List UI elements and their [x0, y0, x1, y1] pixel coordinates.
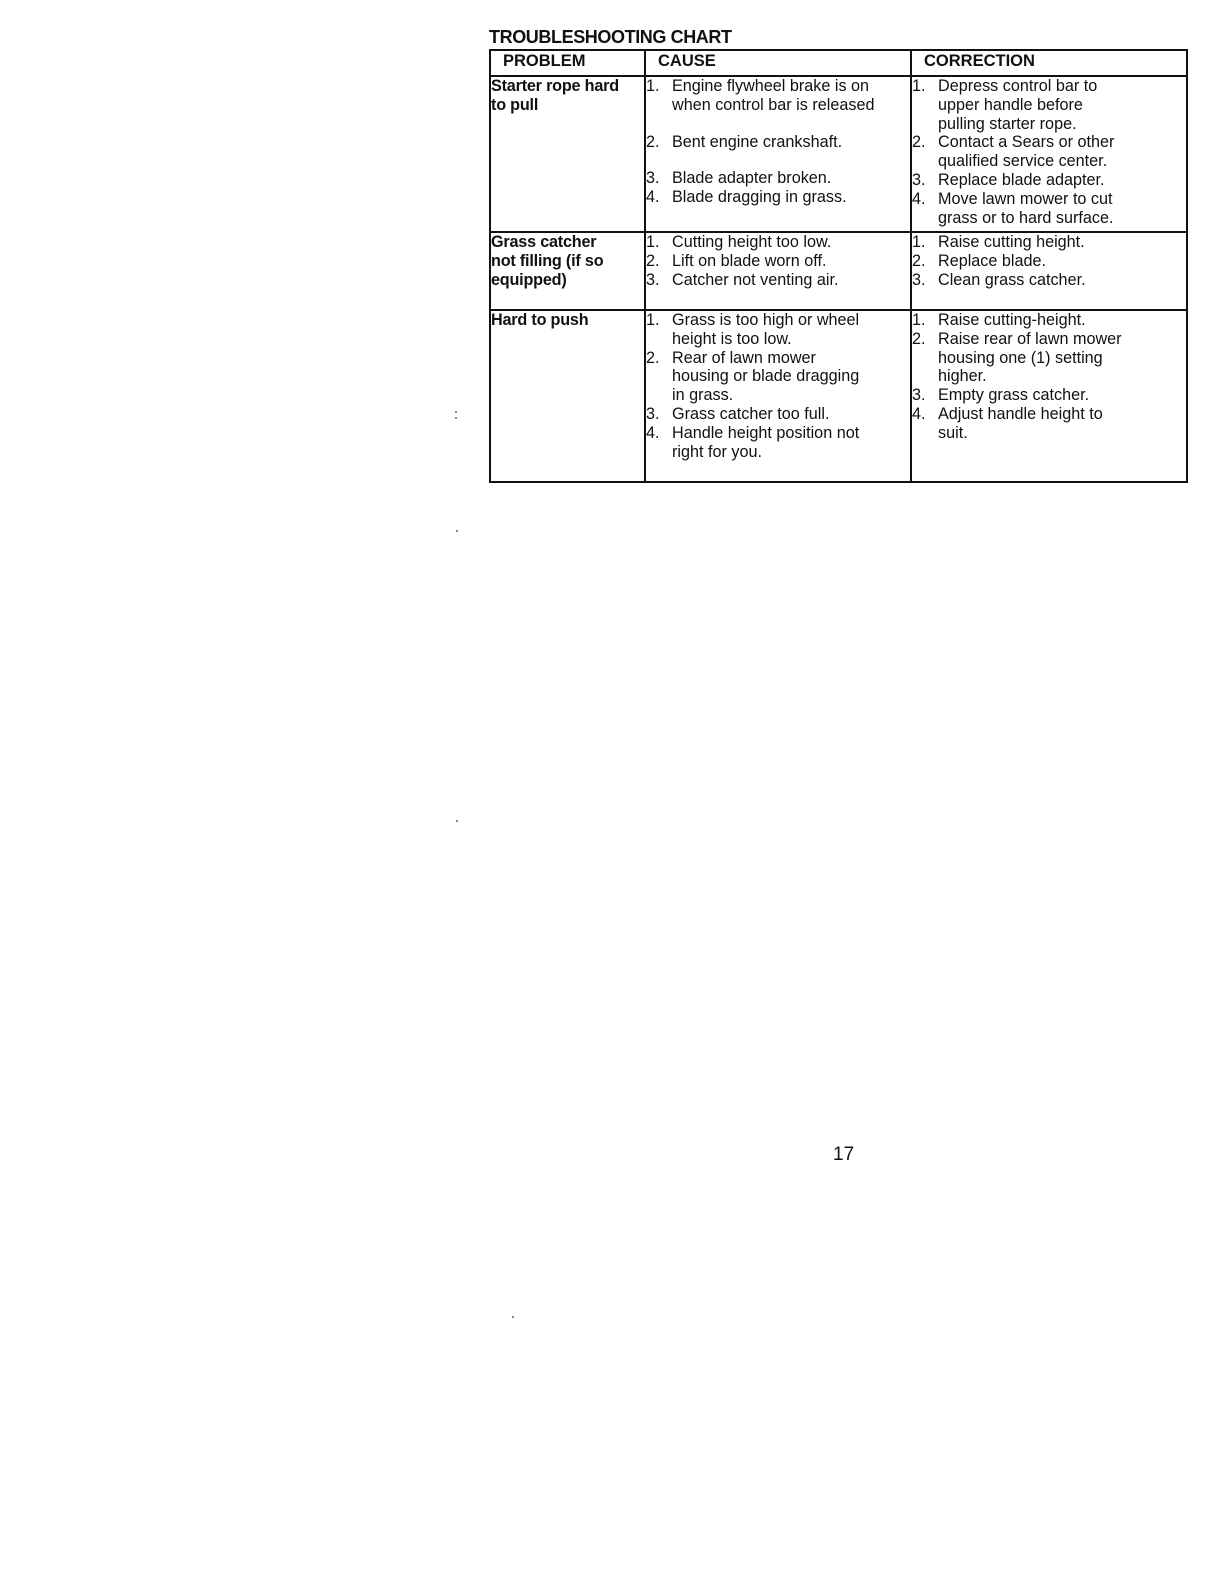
item-number: 4. [912, 189, 926, 208]
item-line: in grass. [672, 386, 734, 405]
cause-item [646, 169, 910, 188]
item-text [672, 169, 910, 188]
item-line: Blade dragging in grass. [672, 188, 847, 207]
problem-cell [490, 76, 645, 232]
scan-speck [455, 417, 457, 419]
troubleshooting-table [489, 49, 1188, 483]
item-line: Handle height position not [672, 423, 860, 442]
item-text [938, 252, 1186, 271]
item-text [938, 311, 1186, 330]
item-text [672, 349, 910, 405]
item-number: 2. [646, 251, 660, 270]
item-line: Depress control bar to [938, 77, 1098, 95]
item-text [938, 386, 1186, 405]
item-line: Raise cutting-height. [938, 311, 1086, 329]
header-correction: CORRECTION [911, 50, 1187, 76]
table-row [490, 76, 1187, 232]
item-number: 1. [912, 77, 926, 95]
correction-item [912, 405, 1186, 443]
item-line: Empty grass catcher. [938, 386, 1090, 405]
item-number: 2. [646, 132, 660, 151]
problem-line: to pull [491, 95, 539, 114]
item-line: Replace blade adapter. [938, 170, 1105, 189]
item-number: 1. [646, 233, 660, 251]
item-line: Bent engine crankshaft. [672, 132, 843, 151]
scan-speck [456, 530, 458, 532]
item-text [672, 311, 910, 349]
correction-item [912, 77, 1186, 133]
cause-cell [645, 310, 911, 482]
problem-line: equipped) [491, 270, 567, 289]
problem-line: Starter rope hard [491, 77, 619, 95]
cause-item [646, 349, 910, 405]
item-text [938, 190, 1186, 228]
item-text [938, 271, 1186, 290]
cause-item [646, 405, 910, 424]
item-text [938, 330, 1186, 386]
item-line: Grass catcher too full. [672, 404, 830, 423]
cause-cell [645, 76, 911, 232]
item-number: 2. [912, 329, 926, 348]
item-number: 1. [646, 311, 660, 329]
header-cause: CAUSE [645, 50, 911, 76]
item-line: right for you. [672, 442, 762, 461]
item-line: upper handle before [938, 95, 1083, 114]
correction-cell [911, 76, 1187, 232]
item-line: higher. [938, 367, 987, 386]
cause-item [646, 311, 910, 349]
item-text [938, 133, 1186, 171]
item-line: Blade adapter broken. [672, 169, 832, 188]
item-line: Replace blade. [938, 251, 1046, 270]
item-line: Move lawn mower to cut [938, 189, 1113, 208]
item-line: Cutting height too low. [672, 233, 832, 251]
item-number: 2. [646, 348, 660, 367]
item-number: 2. [912, 251, 926, 270]
item-number: 3. [646, 404, 660, 423]
item-text [672, 424, 910, 462]
item-line: Raise rear of lawn mower [938, 329, 1122, 348]
table-body [490, 76, 1187, 482]
item-line: Grass is too high or wheel [672, 311, 860, 329]
item-number: 4. [646, 423, 660, 442]
correction-item [912, 311, 1186, 330]
item-number: 1. [646, 77, 660, 95]
item-text [672, 252, 910, 271]
table-header-row [490, 50, 1187, 76]
item-line: when control bar is released [672, 95, 875, 114]
item-line: Rear of lawn mower [672, 348, 816, 367]
item-number: 1. [912, 311, 926, 329]
correction-cell [911, 310, 1187, 482]
item-line: pulling starter rope. [938, 114, 1077, 133]
cause-item [646, 188, 910, 207]
scan-speck [456, 820, 458, 822]
scan-speck [455, 411, 457, 413]
item-line: Clean grass catcher. [938, 270, 1086, 289]
item-line: Catcher not venting air. [672, 270, 839, 289]
item-text [938, 405, 1186, 443]
chart-title: TROUBLESHOOTING CHART [489, 27, 732, 47]
table-row [490, 232, 1187, 310]
page-number: 17 [833, 1144, 855, 1165]
cause-item [646, 271, 910, 290]
problem-line: Grass catcher [491, 233, 597, 251]
cause-item [646, 233, 910, 252]
cause-item [646, 252, 910, 271]
cause-item [646, 77, 910, 115]
item-number: 3. [912, 170, 926, 189]
item-line: qualified service center. [938, 152, 1108, 171]
correction-item [912, 386, 1186, 405]
scan-speck [512, 1316, 514, 1318]
cause-item [646, 133, 910, 152]
item-text [938, 233, 1186, 252]
cause-item [646, 424, 910, 462]
item-line: Raise cutting height. [938, 233, 1085, 251]
correction-item [912, 171, 1186, 190]
item-line: Engine flywheel brake is on [672, 77, 870, 95]
item-number: 1. [912, 233, 926, 251]
correction-item [912, 233, 1186, 252]
correction-item [912, 252, 1186, 271]
item-line: housing or blade dragging [672, 367, 860, 386]
item-text [672, 233, 910, 252]
header-problem: PROBLEM [490, 50, 645, 76]
item-number: 3. [912, 386, 926, 405]
item-line: height is too low. [672, 329, 792, 348]
correction-cell [911, 232, 1187, 310]
item-text [672, 133, 910, 152]
item-line: Adjust handle height to [938, 404, 1103, 423]
problem-line: Hard to push [491, 311, 589, 329]
item-line: housing one (1) setting [938, 348, 1103, 367]
item-line: Lift on blade worn off. [672, 251, 827, 270]
item-line: Contact a Sears or other [938, 133, 1115, 152]
cause-cell [645, 232, 911, 310]
problem-cell [490, 310, 645, 482]
problem-line: not filling (if so [491, 251, 604, 270]
item-text [938, 77, 1186, 133]
item-line: grass or to hard surface. [938, 208, 1114, 227]
correction-item [912, 271, 1186, 290]
correction-item [912, 190, 1186, 228]
item-number: 3. [646, 270, 660, 289]
item-number: 4. [912, 404, 926, 423]
item-text [672, 271, 910, 290]
item-number: 3. [646, 169, 660, 188]
item-number: 3. [912, 270, 926, 289]
item-line: suit. [938, 423, 968, 442]
item-text [672, 405, 910, 424]
correction-item [912, 330, 1186, 386]
table-row [490, 310, 1187, 482]
correction-item [912, 133, 1186, 171]
item-number: 4. [646, 188, 660, 207]
item-text [672, 188, 910, 207]
item-text [672, 77, 910, 115]
item-number: 2. [912, 133, 926, 152]
problem-cell [490, 232, 645, 310]
item-text [938, 171, 1186, 190]
